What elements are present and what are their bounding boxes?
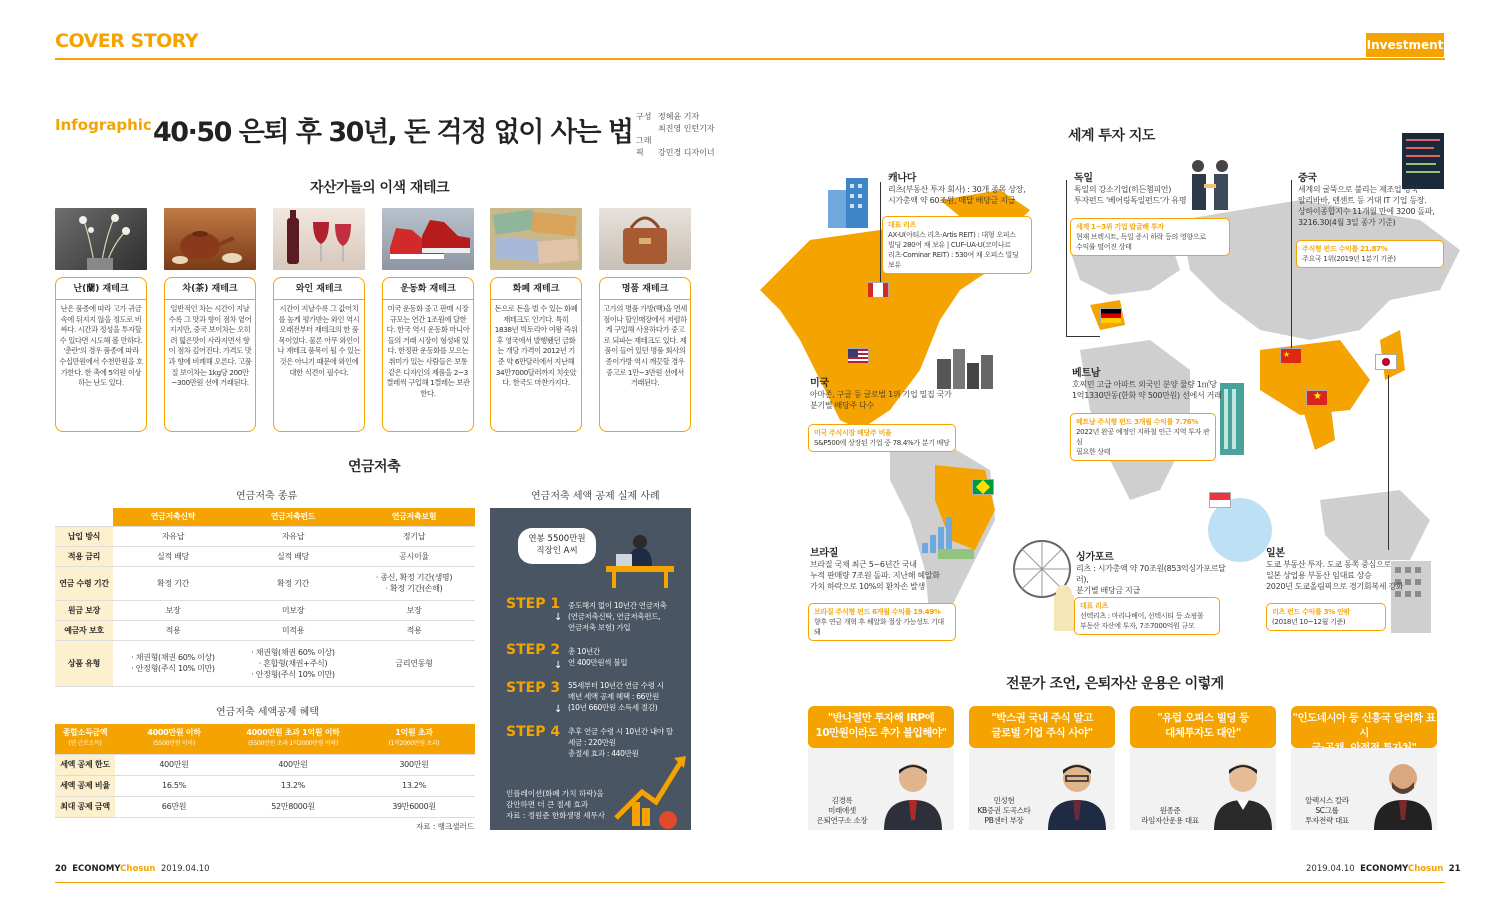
expert-quote: "박스권 국내 주식 말고 글로벌 기업 주식 사야" <box>969 706 1115 748</box>
luxury-bag-photo <box>599 208 691 270</box>
tech-card: 와인 재테크 시간이 지날수록 그 값어치를 높게 평가받는 와인 역시 오래전부터 재테크의 한 품목이었다. 물론 아무 와인이나 재테크 품목이 될 수 있는 것은 아니기 때문에 와인에 대한 식견이 필수다. <box>273 277 365 432</box>
deduct-table: 종합소득금액 (연 근로소득) 4000만원 이하 (5500만원 이하) 4000만원 초과 1억원 이하 (5500만원 초과 1억2000만원 이하) 1억원 초과 (1억2000만원 초과) 세액 공제 한도 400만원 400만원 300만원 세액 공제 비율 16.5% 13.2% 13.2% 최대 공제 금액 66만원 52만8000원 39만6000원 <box>55 724 475 818</box>
singapore-flag-icon <box>1209 492 1231 508</box>
region-germany-highlight: 세계 1~3위 기업 발굴해 투자 현재 브렉시트, 독일 증시 하락 등의 영향으로 수익률 떨어진 상태 <box>1070 218 1230 256</box>
expert-portrait <box>1210 758 1276 830</box>
region-brazil-highlight: 브라질 주식형 펀드 6개월 수익률 19.49% 향후 연금 개혁 후 헤알화 절상 가능성도 기대돼 <box>808 603 956 641</box>
expert-quote: "반나절만 투자해 IRP에 10만원이라도 추가 불입해야" <box>808 706 954 748</box>
expert-quote: "유럽 오피스 빌딩 등 대체투자도 대안" <box>1130 706 1276 748</box>
region-brazil: 브라질 브라질 국채 최근 5~6년간 국내 누적 판매량 7조원 돌파. 지난해 헤알화 가치 하락으로 10%의 환차손 발생 <box>810 548 940 591</box>
japan-flag-icon <box>1375 354 1397 370</box>
pension-heading: 연금저축 <box>348 459 401 475</box>
tech-card: 화폐 재테크 돈으로 돈을 벌 수 있는 화폐 재테크도 인기다. 특히 1838년 빅토리아 여왕 즉위 후 영국에서 발행됐던 금화는 개당 가격이 2012년 기준 약 6만달러에서 지난해 34만7000달러까지 치솟았다. 한국도 마찬가지다. <box>490 277 582 432</box>
usa-flag-icon <box>847 348 869 364</box>
region-germany: 독일 독일의 강소기업(히든챔피언) 투자펀드 '베어링독일펀드'가 유명 <box>1074 173 1187 205</box>
case-heading: 연금저축 세액 공제 실제 사례 <box>531 491 660 502</box>
tech-card: 운동화 재테크 미국 운동화 중고 판매 시장 규모는 연간 1조원에 달한다. 한국 역시 운동화 마니아들의 거래 시장이 형성돼 있다. 한정판 운동화를 모으는 취미가 있는 사람들은 보통 같은 디자인의 제품을 2~3켤레씩 구입해 1켤레는 보관한다. <box>382 277 474 432</box>
deduct-heading: 연금저축 세액공제 혜택 <box>216 707 319 718</box>
region-vietnam: 베트남 호찌민 고급 아파트 외국인 분양 물량 1㎡당 1억1330만동(한화 약 500만원) 선에서 거래 <box>1072 368 1222 400</box>
tech-card: 차(茶) 재테크 일반적인 차는 시간이 지날수록 그 맛과 향이 점차 옅어지지만, 중국 보이차는 오히려 떫은맛이 사라지면서 향이 점차 깊어진다. 가격도 맛과 향에 비례해 오른다. 고품질 보이차는 1kg당 200만~300만원 선에 거래된다. <box>164 277 256 432</box>
region-china: 중국 세계의 굴뚝으로 불리는 제조업 강국 알리바바, 텐센트 등 거대 IT 기업 등장. 상하이종합지수 11개월 만에 3200 돌파, 3216.30(4월 3일 종가 기준) <box>1298 173 1435 227</box>
header-rule <box>55 58 1445 60</box>
money-growth-illustration <box>612 748 690 830</box>
footer-left: 20 ECONOMYChosun 2019.04.10 <box>55 864 210 874</box>
leader-line <box>1291 180 1292 348</box>
tech-card: 난(蘭) 재테크 난은 품종에 따라 고가 귀금속에 뒤지지 않을 정도로 비싸다. 시간과 정성을 투자할 수 있다면 시도해 볼 만하다. '춘란'의 경우 품종에 따라 수십만원에서 수천만원을 호가한다. 한 촉에 5억원 이상하는 난도 있다. <box>55 277 147 432</box>
experts-heading: 전문가 조언, 은퇴자산 운용은 이렇게 <box>1006 676 1224 692</box>
map-heading: 세계 투자 지도 <box>1068 128 1155 144</box>
source-note: 자료 : 뱅크샐러드 <box>416 822 475 831</box>
footer-right: 2019.04.10 ECONOMYChosun 21 <box>1306 864 1461 874</box>
infographic-label: Infographic <box>55 116 152 134</box>
category-badge: Investment <box>1366 33 1444 57</box>
step-text: 55세부터 10년간 연금 수령 시 매년 세액 공제 혜택 : 66만원 (10년 660만원 소득세 절감) <box>568 681 664 712</box>
step-text: 총 10년간 연 400만원씩 불입 <box>568 647 628 667</box>
expert-portrait <box>1044 758 1110 830</box>
down-arrow-icon: ↓ <box>554 660 563 671</box>
pension-types-heading: 연금저축 종류 <box>236 491 298 502</box>
tech-heading: 자산가들의 이색 재테크 <box>310 180 449 196</box>
leader-line <box>1066 336 1100 337</box>
expert-name: 알렉시스 칼라 SC그룹 투자전략 대표 <box>1305 796 1349 825</box>
step-text: 중도해지 없이 10년간 연금저축 (연금저축신탁, 연금저축펀드, 연금저축 보험) 가입 <box>568 601 667 632</box>
person-bubble: 연봉 5500만원 직장인 A씨 <box>518 528 596 564</box>
tech-card: 명품 재테크 고가의 명품 가방(백)을 면세점이나 할인매장에서 저렴하게 구입해 사용하다가 중고로 되파는 재테크도 있다. 제품이 들어 있던 명품 회사의 종이가방 역시 깨끗할 경우 중고로 1만~3만원 선에서 거래된다. <box>599 277 691 432</box>
canada-flag-icon <box>867 282 889 298</box>
down-arrow-icon: ↓ <box>554 704 563 715</box>
step-text: 추후 연금 수령 시 10년간 내야 할 세금 : 220만원 총절세 효과 : 440만원 <box>568 727 673 758</box>
region-canada: 캐나다 리츠(부동산 투자 회사) : 30개 종목 상장, 시가총액 약 60조원, 매달 배당금 지급 <box>888 173 1026 205</box>
expert-quote: "인도네시아 등 신흥국 달러화 표시 <box>1291 706 1437 748</box>
singapore-wheel-illustration <box>1010 535 1080 635</box>
page-title: 40·50 은퇴 후 30년, 돈 걱정 없이 사는 법 <box>153 117 633 148</box>
region-japan: 일본 도쿄 부동산 투자. 도쿄 동쪽 중심으로 일본 상업용 부동산 임대료 상승 2020년 도쿄올림픽으로 경기회복세 강화 <box>1266 548 1404 591</box>
credits: 구성 정혜윤 기자 최진영 인턴기자 그래픽 강민경 디자이너 <box>636 112 715 157</box>
brazil-flag-icon <box>972 479 994 495</box>
step-label: STEP 4 <box>506 724 561 740</box>
region-usa-highlight: 미국 주식시장 배당주 비율 S&P500에 상장된 기업 중 78.4%가 분기 배당 <box>808 424 956 452</box>
sneakers-photo <box>382 208 474 270</box>
leader-line <box>880 182 881 282</box>
tea-photo <box>164 208 256 270</box>
inflation-note: 인플레이션(화폐 가치 하락)을 감안하면 더 큰 절세 효과 자료 : 정원준 한화생명 세무사 <box>506 789 606 820</box>
expert-name: 김경록 미래에셋 은퇴연구소 소장 <box>816 796 868 825</box>
region-usa: 미국 아마존, 구글 등 글로벌 1위 기업 밀집 국가 분기별 배당주 다수 <box>810 378 952 410</box>
down-arrow-icon: ↓ <box>554 612 563 623</box>
region-canada-highlight: 대표 리츠 AX-U(아티스 리츠·Artis REIT) : 대형 오피스 빌딩 280여 채 보유 | CUF-UA-U(코미나르 리츠·Cominar REIT) : 530여 채 오피스 빌딩 보유 <box>882 216 1032 274</box>
germany-flag-icon <box>1100 308 1122 324</box>
vietnam-flag-icon: ★ <box>1306 390 1328 406</box>
orchid-photo <box>55 208 147 270</box>
expert-portrait <box>880 758 946 830</box>
region-japan-highlight: 리츠 펀드 수익률 3% 안팎 (2018년 10~12월 기준) <box>1266 603 1386 631</box>
region-singapore-highlight: 대표 리츠 선텍리츠 : 마리나베이, 선텍시티 등 쇼핑몰 부동산 자산에 투자, 7조7000억원 규모 <box>1074 597 1220 635</box>
step-label: STEP 3 <box>506 680 561 696</box>
pension-types-table: 연금저축신탁 연금저축펀드 연금저축보험 납입 방식 자유납 자유납 정기납 적용 금리 실적 배당 실적 배당 공시이율 연금 수령 기간 확정 기간 확정 기간 · 종신, 확정 기간(생명) · 확정 기간(손해) 원금 보장 보장 미보장 보장 예금자 보호 적용 미적용 적용 상품 유형 · 채권형(채권 60% 이상) · 안정형(주식 10% 미만) · 채권형(채권 60% 이상) · 혼합형(채권+주식) · 안정형(주식 10% 미만) 금리연동형 <box>55 508 475 687</box>
expert-portrait <box>1370 758 1436 830</box>
footer-rule <box>55 882 1445 883</box>
expert-name: 원종준 라임자산운용 대표 <box>1141 806 1199 825</box>
section-label: COVER STORY <box>55 30 199 52</box>
region-vietnam-highlight: 베트남 주식형 펀드 3개월 수익률 7.76% 2022년 완공 예정인 지하철 인근 지역 투자 관심 필요한 상태 <box>1070 413 1216 461</box>
expert-name: 민성현 KB증권 도곡스타 PB센터 부장 <box>977 796 1031 825</box>
step-label: STEP 2 <box>506 642 561 658</box>
region-china-highlight: 주식형 펀드 수익률 21.87% 주요국 1위(2019년 1분기 기준) <box>1296 240 1444 268</box>
leader-line <box>1388 375 1389 550</box>
step-label: STEP 1 <box>506 596 561 612</box>
worker-illustration <box>602 530 682 590</box>
china-flag-icon: ★ <box>1280 348 1302 364</box>
wine-photo <box>273 208 365 270</box>
canada-building-illustration <box>822 170 874 230</box>
currency-photo <box>490 208 582 270</box>
region-singapore: 싱가포르 리츠 : 시가총액 약 70조원(853억싱가포르달러), 분기별 배당금 지급 <box>1076 552 1226 595</box>
case-panel <box>490 508 691 830</box>
